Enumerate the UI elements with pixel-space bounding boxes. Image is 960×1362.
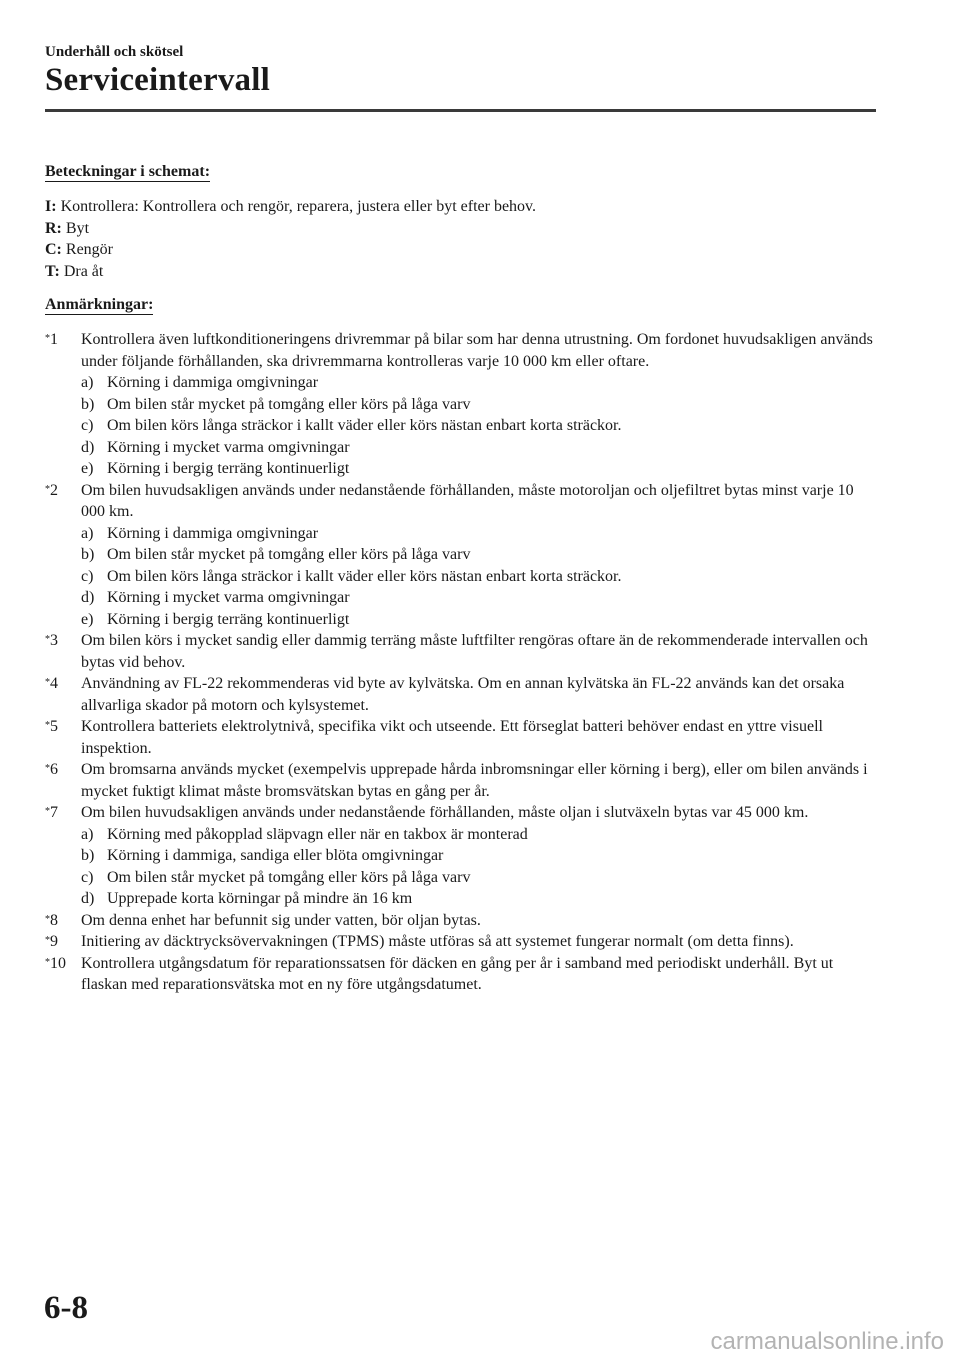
note-body [81, 329, 875, 480]
notes-heading: Anmärkningar: [45, 296, 154, 313]
watermark: carmanualsonline.info [710, 1328, 944, 1355]
note-body [81, 716, 875, 759]
note-text: Om bromsarna används mycket (exempelvis upprepade hårda inbromsningar eller körning i berg), eller om bilen används i mycket fuktigt klimat måste bromsvätskan bytas en gång per år. [81, 761, 868, 800]
note-number-text: 1 [50, 331, 58, 348]
note-item [45, 716, 875, 759]
note-item [45, 329, 875, 480]
note-sub-text: Om bilen står mycket på tomgång eller körs på låga varv [107, 395, 471, 413]
note-sub-letter: b) [81, 395, 95, 413]
asterisk-marker: * [45, 763, 50, 774]
note-sub-letter: c) [81, 417, 94, 434]
legend-list [45, 196, 875, 282]
note-item [45, 480, 875, 631]
legend-item [45, 261, 875, 283]
note-number [45, 802, 81, 910]
asterisk-marker: * [45, 333, 50, 344]
legend-item [45, 218, 875, 240]
note-sub-item [81, 609, 875, 631]
note-number [45, 716, 81, 759]
note-number-text: 7 [50, 804, 58, 821]
note-sub-item [81, 824, 875, 846]
note-sub-text: Körning i dammiga omgivningar [107, 524, 319, 542]
asterisk-marker: * [45, 677, 50, 688]
note-item [45, 953, 875, 996]
note-sub-letter: c) [81, 868, 94, 886]
legend-key: R: [45, 219, 62, 237]
note-number-text: 8 [50, 911, 58, 929]
note-sub-letter: a) [81, 374, 94, 391]
note-number [45, 931, 81, 953]
note-sub-text: Om bilen står mycket på tomgång eller körs på låga varv [107, 868, 471, 886]
note-number-text: 2 [50, 481, 58, 499]
note-text: Användning av FL-22 rekommenderas vid byte av kylvätska. Om en annan kylvätska än FL-22 används kan det orsaka allvarliga skador på motorn och kylsystemet. [81, 675, 845, 714]
asterisk-marker: * [45, 935, 50, 946]
note-sub-text: Körning i bergig terräng kontinuerligt [107, 610, 350, 628]
page-number: 6-8 [44, 1290, 88, 1326]
title-rule [45, 109, 876, 112]
note-number-text: 5 [50, 718, 58, 735]
note-number [45, 630, 81, 673]
note-text: Om bilen körs i mycket sandig eller dammig terräng måste luftfilter rengöras oftare än de rekommenderade intervallen och bytas vid behov. [81, 632, 868, 671]
note-sub-letter: d) [81, 589, 95, 606]
note-body [81, 673, 875, 716]
legend-item [45, 196, 875, 218]
note-sub-letter: a) [81, 524, 94, 542]
note-body [81, 759, 875, 802]
content [45, 161, 875, 996]
page-title: Serviceintervall [45, 62, 270, 98]
note-body [81, 953, 875, 996]
note-item [45, 630, 875, 673]
note-sub-text: Körning med påkopplad släpvagn eller när en takbox är monterad [107, 825, 528, 843]
note-sub-item [81, 372, 875, 394]
note-sub-item [81, 458, 875, 480]
note-sub-item [81, 867, 875, 889]
note-text: Kontrollera utgångsdatum för reparationssatsen för däcken en gång per år i samband med periodiskt underhåll. Byt ut flaskan med reparationsvätska mot en ny före utgångsdatumet. [81, 954, 834, 993]
note-item [45, 759, 875, 802]
note-text: Kontrollera batteriets elektrolytnivå, specifika vikt och utseende. Ett förseglat batteri behöver endast en yttre visuell inspektion. [81, 718, 823, 757]
note-sub-text: Om bilen körs långa sträckor i kallt väder eller körs nästan enbart korta sträckor. [107, 417, 622, 434]
legend-key: T: [45, 262, 60, 280]
note-sub-text: Upprepade korta körningar på mindre än 16 km [107, 890, 413, 907]
legend-text: Dra åt [63, 262, 104, 280]
notes-list [45, 329, 875, 996]
note-body [81, 802, 875, 910]
note-number [45, 480, 81, 631]
note-sub-text: Körning i mycket varma omgivningar [107, 438, 350, 456]
note-sub-item [81, 845, 875, 867]
note-item [45, 910, 875, 932]
note-sub-letter: e) [81, 460, 94, 477]
note-body [81, 931, 875, 953]
note-sub-item [81, 437, 875, 459]
note-body [81, 910, 875, 932]
note-sub-item [81, 523, 875, 545]
note-number-text: 6 [50, 761, 58, 778]
note-number [45, 953, 81, 996]
note-sub-text: Körning i dammiga, sandiga eller blöta omgivningar [107, 847, 444, 864]
note-sub-letter: d) [81, 438, 95, 456]
note-sub-text: Om bilen står mycket på tomgång eller körs på låga varv [107, 546, 471, 563]
note-text: Om denna enhet har befunnit sig under vatten, bör oljan bytas. [81, 911, 481, 929]
note-text: Om bilen huvudsakligen används under nedanstående förhållanden, måste oljan i slutväxeln bytas var 45 000 km. [81, 804, 809, 821]
note-sub-letter: e) [81, 610, 94, 628]
legend-key: C: [45, 241, 62, 258]
note-number-text: 10 [50, 954, 66, 972]
note-number [45, 910, 81, 932]
note-body [81, 630, 875, 673]
note-number [45, 329, 81, 480]
legend-heading: Beteckningar i schemat: [45, 163, 211, 180]
note-text: Om bilen huvudsakligen används under nedanstående förhållanden, måste motoroljan och oljefiltret bytas minst varje 10 000 km. [81, 481, 854, 520]
note-sub-text: Körning i mycket varma omgivningar [107, 589, 350, 606]
legend-text: Rengör [65, 241, 113, 258]
note-sub-item [81, 394, 875, 416]
note-item [45, 931, 875, 953]
note-sub-letter: a) [81, 825, 94, 843]
note-text: Initiering av däcktrycksövervakningen (TPMS) måste utföras så att systemet fungerar normalt (om detta finns). [81, 933, 794, 950]
note-number [45, 673, 81, 716]
note-sub-letter: d) [81, 890, 95, 907]
note-number [45, 759, 81, 802]
asterisk-marker: * [45, 483, 50, 495]
note-sub-letter: c) [81, 567, 94, 585]
asterisk-marker: * [45, 956, 50, 968]
asterisk-marker: * [45, 720, 50, 731]
note-body [81, 480, 875, 631]
note-sub-item [81, 544, 875, 566]
note-item [45, 802, 875, 910]
note-sub-letter: b) [81, 546, 95, 563]
note-sub-item [81, 888, 875, 910]
asterisk-marker: * [45, 634, 50, 645]
legend-text: Byt [65, 219, 90, 237]
note-sub-item [81, 415, 875, 437]
note-sub-text: Körning i bergig terräng kontinuerligt [107, 460, 350, 477]
note-number-text: 9 [50, 933, 58, 950]
note-text: Kontrollera även luftkonditioneringens drivremmar på bilar som har denna utrustning. Om fordonet huvudsakligen används under följande förhållanden, ska drivremmarna kontrolleras varje 10 000 km eller oftare. [81, 331, 873, 370]
note-number-text: 4 [50, 675, 58, 692]
note-number-text: 3 [50, 632, 58, 649]
legend-key: I: [45, 198, 57, 215]
asterisk-marker: * [45, 806, 50, 817]
asterisk-marker: * [45, 913, 50, 925]
note-item [45, 673, 875, 716]
note-sub-item [81, 587, 875, 609]
legend-item [45, 239, 875, 261]
note-sub-text: Om bilen körs långa sträckor i kallt väder eller körs nästan enbart korta sträckor. [107, 567, 622, 585]
section-label: Underhåll och skötsel [45, 44, 184, 60]
note-sub-item [81, 566, 875, 588]
note-sub-letter: b) [81, 847, 95, 864]
note-sub-text: Körning i dammiga omgivningar [107, 374, 319, 391]
legend-text: Kontrollera: Kontrollera och rengör, reparera, justera eller byt efter behov. [60, 198, 536, 215]
